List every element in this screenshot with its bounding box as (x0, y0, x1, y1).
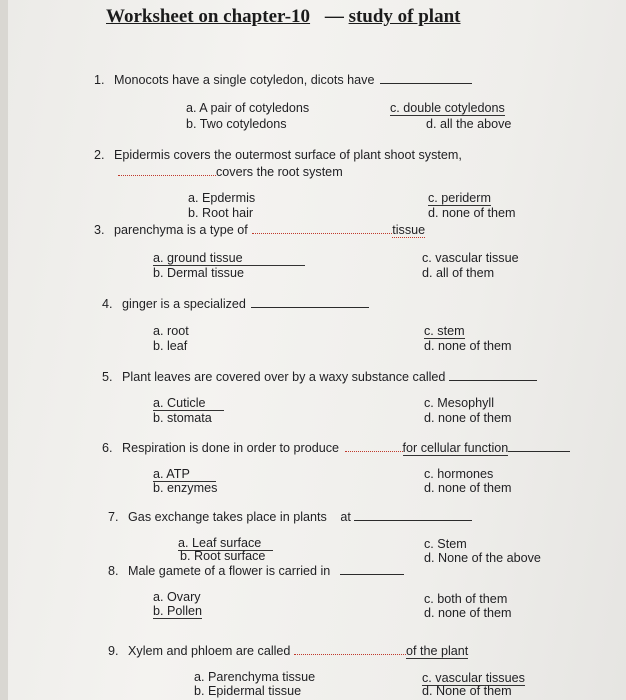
question-number: 8. (108, 564, 119, 578)
option-c: c. vascular tissues (422, 671, 525, 685)
option-c: c. Stem (424, 537, 467, 551)
option-b: b. Pollen (153, 604, 203, 618)
option-a: a. Parenchyma tissue (194, 670, 316, 684)
question-tail: of the plant (405, 644, 469, 658)
answer-blank (294, 642, 406, 655)
question-text: Male gamete of a flower is carried in (128, 564, 331, 578)
question-text: Epidermis covers the outermost surface of plant shoot system, (114, 148, 462, 162)
option-a: a. root (153, 324, 189, 338)
question-text: ginger is a specialized (122, 297, 246, 311)
option-c: c. hormones (424, 467, 494, 481)
answer-blank (345, 439, 403, 452)
option-a: a. Epdermis (188, 191, 256, 205)
question-number: 9. (108, 644, 119, 658)
answer-blank (251, 295, 369, 308)
answer-blank (252, 221, 392, 234)
option-b: b. enzymes (153, 481, 218, 495)
option-a: a. A pair of cotyledons (186, 101, 310, 115)
title-main: Worksheet on chapter-10 (106, 6, 311, 27)
question-text: Gas exchange takes place in plants (128, 510, 327, 524)
answer-blank (354, 508, 472, 521)
option-b: b. Epidermal tissue (194, 684, 302, 698)
question-text-at: at (340, 510, 351, 524)
option-d: d. none of them (424, 606, 512, 620)
answer-blank (508, 439, 570, 452)
option-d: d. none of them (424, 481, 512, 495)
option-a: a. ATP (153, 467, 216, 482)
option-c: c. Mesophyll (424, 396, 494, 410)
question-2 (94, 148, 462, 162)
option-d: d. all the above (426, 117, 512, 131)
question-number: 4. (102, 297, 113, 311)
question-text: Plant leaves are covered over by a waxy substance called (122, 370, 446, 384)
question-number: 2. (94, 148, 105, 162)
option-a: a. ground tissue (153, 251, 305, 266)
option-c: c. double cotyledons (390, 101, 505, 115)
option-b: b. Dermal tissue (153, 266, 244, 280)
question-number: 7. (108, 510, 119, 524)
answer-blank (449, 368, 537, 381)
option-b: b. stomata (153, 411, 212, 425)
question-8 (108, 562, 404, 578)
option-b: b. Root hair (188, 206, 254, 220)
option-d: d. none of them (424, 411, 512, 425)
question-text: parenchyma is a type of (114, 223, 248, 237)
option-d: d. none of them (428, 206, 516, 220)
option-a: a. Leaf surface (178, 536, 273, 551)
question-tail: tissue (392, 223, 426, 237)
page-title (106, 6, 460, 28)
question-tail: for cellular function (402, 441, 509, 455)
option-d: d. all of them (422, 266, 495, 280)
option-a: a. Cuticle (153, 396, 224, 411)
question-9 (108, 642, 468, 658)
question-4 (102, 295, 369, 311)
option-c: c. both of them (424, 592, 508, 606)
option-c: c. periderm (428, 191, 491, 205)
answer-blank (118, 163, 216, 176)
question-number: 1. (94, 73, 105, 87)
question-number: 3. (94, 223, 105, 237)
option-b: b. Two cotyledons (186, 117, 287, 131)
option-d: d. None of the above (424, 551, 541, 565)
question-text: Respiration is done in order to produce (122, 441, 340, 455)
question-text: Xylem and phloem are called (128, 644, 291, 658)
option-d: d. None of them (422, 684, 512, 698)
option-c: c. stem (424, 324, 465, 338)
answer-blank (340, 562, 404, 575)
question-text: Monocots have a single cotyledon, dicots have (114, 73, 375, 87)
option-b: b. leaf (153, 339, 188, 353)
question-7 (108, 508, 472, 524)
question-2-line2 (118, 163, 343, 179)
option-d: d. none of them (424, 339, 512, 353)
question-number: 5. (102, 370, 113, 384)
option-a: a. Ovary (153, 590, 201, 604)
question-6 (102, 439, 570, 455)
answer-blank (380, 71, 472, 84)
option-b: b. Root surface (180, 549, 266, 563)
title-dash: — (324, 6, 344, 27)
option-c: c. vascular tissue (422, 251, 519, 265)
worksheet-page (8, 0, 626, 700)
question-5 (102, 368, 537, 384)
question-text: covers the root system (216, 165, 343, 179)
question-1 (94, 71, 472, 87)
question-number: 6. (102, 441, 113, 455)
title-sub: study of plant (348, 6, 461, 27)
question-3 (94, 221, 425, 237)
